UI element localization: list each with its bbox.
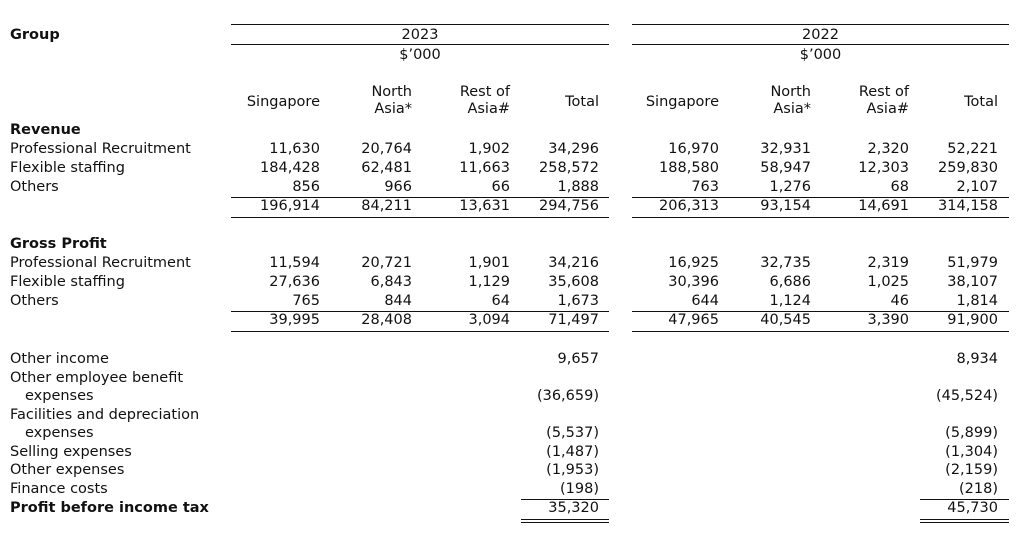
table-cell: 1,673 [557, 293, 599, 309]
table-cell: 844 [384, 293, 412, 309]
table-cell: 38,107 [947, 274, 998, 290]
unit-2022-label: $’000 [799, 47, 842, 63]
other-item-2022: (1,304) [945, 443, 998, 460]
column-header-y2022-0: Singapore [645, 94, 719, 110]
column-header-y2022-2: Asia# [866, 101, 909, 117]
table-cell: 258,572 [539, 160, 599, 176]
table-cell: 6,686 [769, 274, 811, 290]
header-rule-2022-top [632, 24, 1009, 25]
table-cell: 2,107 [956, 179, 998, 195]
other-item-2022: 8,934 [956, 351, 998, 367]
table-cell: 856 [292, 179, 320, 195]
table-cell: 1,129 [468, 274, 510, 290]
table-cell: 32,931 [760, 141, 811, 157]
section-title: Gross Profit [10, 236, 107, 252]
other-item-2023: (1,953) [546, 462, 599, 478]
subtotal-cell: 93,154 [760, 198, 811, 214]
profit-2023: 35,320 [548, 500, 599, 516]
other-item-label: Facilities and depreciation [10, 406, 200, 423]
column-header-y2023-2: Rest of [459, 84, 510, 100]
table-cell: 66 [491, 179, 510, 195]
table-cell: 62,481 [361, 160, 412, 176]
subtotal-cell: 3,390 [867, 312, 909, 328]
table-cell: 1,276 [769, 179, 811, 195]
row-label: Others [10, 293, 59, 309]
row-label: Flexible staffing [10, 160, 125, 176]
column-header-y2022-1: North [770, 84, 811, 100]
other-item-label: Other income [10, 351, 109, 367]
other-item-label: Finance costs [10, 480, 108, 497]
subtotal-bottom-rule-2023 [231, 331, 609, 332]
subtotal-cell: 3,094 [468, 312, 510, 328]
subtotal-cell: 206,313 [659, 198, 719, 214]
other-item-2022: (2,159) [945, 462, 998, 478]
profit-2022: 45,730 [947, 500, 998, 516]
table-cell: 2,320 [867, 141, 909, 157]
table-cell: 11,663 [459, 160, 510, 176]
subtotal-bottom-rule-2022 [632, 217, 1009, 218]
subtotal-bottom-rule-2022 [632, 331, 1009, 332]
subtotal-cell: 39,995 [269, 312, 320, 328]
other-item-2023: (1,487) [546, 443, 599, 460]
table-cell: 68 [890, 179, 909, 195]
table-cell: 2,319 [867, 255, 909, 271]
table-cell: 20,764 [361, 141, 412, 157]
table-cell: 58,947 [760, 160, 811, 176]
table-cell: 20,721 [361, 255, 412, 271]
column-header-y2023-2: Asia# [467, 101, 510, 117]
column-header-y2022-2: Rest of [858, 84, 909, 100]
table-cell: 64 [491, 293, 510, 309]
table-cell: 46 [890, 293, 909, 309]
subtotal-bottom-rule-2023 [231, 217, 609, 218]
table-cell: 34,216 [548, 255, 599, 271]
column-header-y2023-0: Singapore [246, 94, 320, 110]
row-label: Flexible staffing [10, 274, 125, 290]
subtotal-cell: 196,914 [260, 198, 320, 214]
other-item-2023: (5,537) [546, 425, 599, 441]
other-item-2023: 9,657 [557, 351, 599, 367]
other-item-label: Selling expenses [10, 443, 132, 460]
year-2022-label: 2022 [802, 27, 839, 43]
header-rule-2023-mid [231, 44, 609, 45]
table-cell: 32,735 [760, 255, 811, 271]
other-item-2022: (5,899) [945, 425, 998, 441]
profit-double-rule-2023-b [521, 522, 609, 523]
table-cell: 966 [384, 179, 412, 195]
table-cell: 1,025 [867, 274, 909, 290]
section-title: Revenue [10, 122, 81, 138]
other-item-2023: (36,659) [536, 388, 599, 404]
table-cell: 259,830 [938, 160, 998, 176]
table-cell: 184,428 [260, 160, 320, 176]
table-cell: 763 [691, 179, 719, 195]
table-cell: 1,902 [468, 141, 510, 157]
group-label: Group [10, 27, 60, 43]
table-cell: 1,124 [769, 293, 811, 309]
table-cell: 51,979 [947, 255, 998, 271]
table-cell: 188,580 [659, 160, 719, 176]
other-item-2022: (218) [959, 480, 998, 497]
column-header-y2022-3: Total [964, 94, 998, 110]
other-item-label: Other employee benefit [10, 369, 184, 386]
column-header-y2023-1: Asia* [374, 101, 412, 117]
year-2023-label: 2023 [401, 27, 439, 43]
table-cell: 16,970 [668, 141, 719, 157]
profit-double-rule-2022-a [920, 519, 1009, 520]
table-cell: 765 [292, 293, 320, 309]
other-item-2023: (198) [560, 480, 599, 497]
column-header-y2023-1: North [371, 84, 412, 100]
row-label: Others [10, 179, 59, 195]
table-cell: 30,396 [668, 274, 719, 290]
header-rule-2023-top [231, 24, 609, 25]
table-cell: 34,296 [548, 141, 599, 157]
subtotal-cell: 314,158 [938, 198, 998, 214]
subtotal-cell: 13,631 [459, 198, 510, 214]
subtotal-cell: 47,965 [668, 312, 719, 328]
subtotal-cell: 14,691 [858, 198, 909, 214]
subtotal-cell: 71,497 [548, 312, 599, 328]
table-cell: 27,636 [269, 274, 320, 290]
table-cell: 6,843 [370, 274, 412, 290]
subtotal-cell: 294,756 [539, 198, 599, 214]
header-rule-2022-mid [632, 44, 1009, 45]
profit-double-rule-2022-b [920, 522, 1009, 523]
row-label: Professional Recruitment [10, 255, 191, 271]
table-cell: 1,888 [557, 179, 599, 195]
other-item-label: expenses [25, 425, 94, 441]
table-cell: 1,901 [468, 255, 510, 271]
subtotal-cell: 40,545 [760, 312, 811, 328]
table-cell: 1,814 [956, 293, 998, 309]
table-cell: 12,303 [858, 160, 909, 176]
other-item-label: expenses [25, 388, 94, 404]
row-label: Professional Recruitment [10, 141, 191, 157]
other-item-2022: (45,524) [935, 388, 998, 404]
subtotal-cell: 91,900 [947, 312, 998, 328]
table-cell: 52,221 [947, 141, 998, 157]
subtotal-cell: 84,211 [361, 198, 412, 214]
column-header-y2022-1: Asia* [773, 101, 811, 117]
profit-label: Profit before income tax [10, 500, 209, 516]
table-cell: 644 [691, 293, 719, 309]
profit-double-rule-2023-a [521, 519, 609, 520]
table-cell: 11,594 [269, 255, 320, 271]
column-header-y2023-3: Total [565, 94, 599, 110]
table-cell: 11,630 [269, 141, 320, 157]
table-cell: 16,925 [668, 255, 719, 271]
table-cell: 35,608 [548, 274, 599, 290]
subtotal-cell: 28,408 [361, 312, 412, 328]
unit-2023-label: $’000 [399, 47, 441, 63]
other-item-label: Other expenses [10, 462, 125, 478]
